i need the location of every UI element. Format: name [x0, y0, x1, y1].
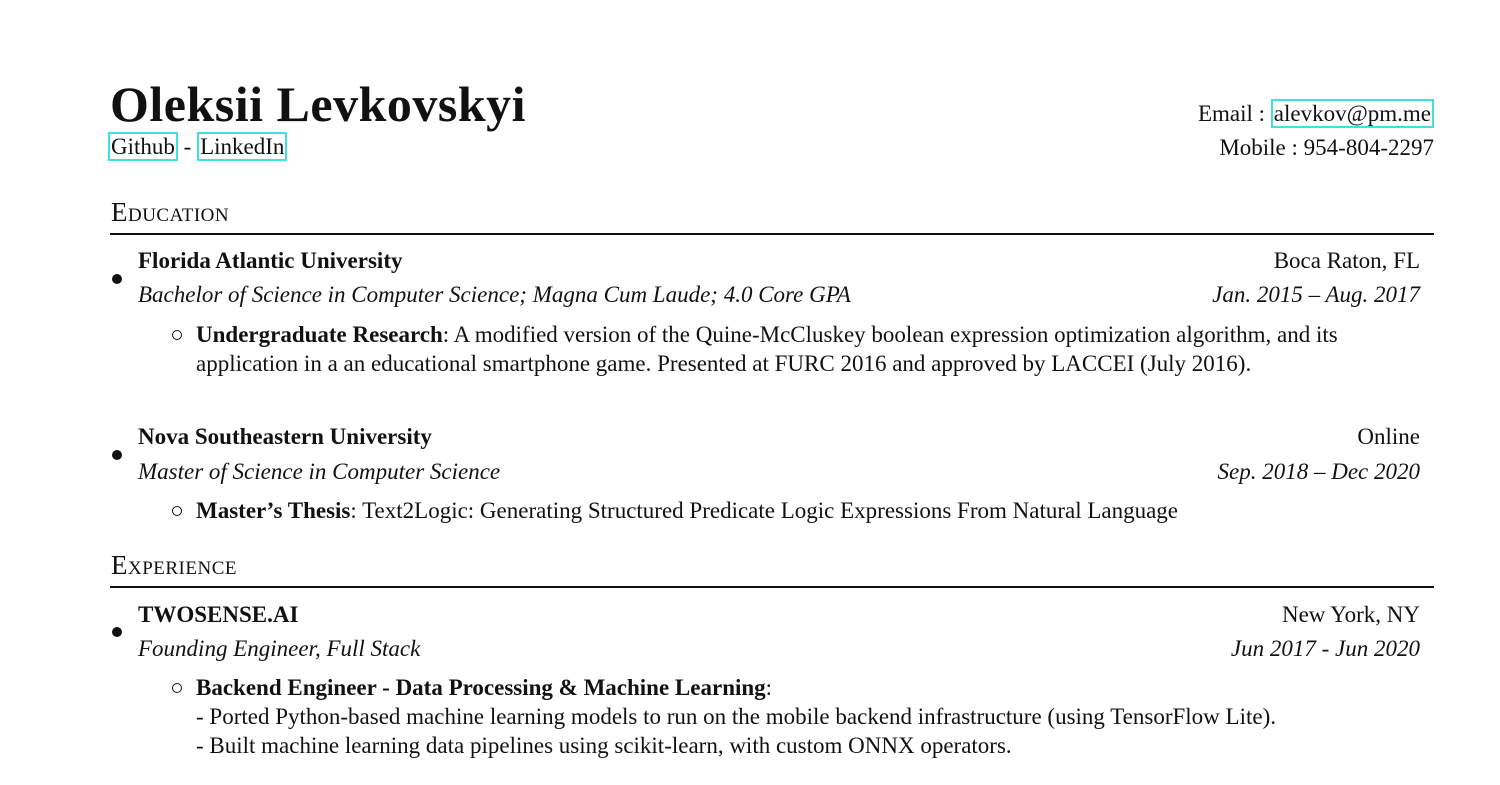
company-location: New York, NY — [1281, 602, 1420, 627]
school-name: Florida Atlantic University — [138, 248, 403, 273]
item-suffix: : — [765, 675, 773, 700]
circle-bullet-icon — [172, 683, 182, 693]
candidate-name: Oleksii Levkovskyi — [110, 76, 527, 132]
company-name: TWOSENSE.AI — [138, 602, 299, 627]
school-name: Nova Southeastern University — [138, 424, 432, 449]
section-divider — [110, 233, 1434, 235]
research-item — [196, 320, 1406, 378]
school-location: Boca Raton, FL — [1273, 248, 1420, 273]
item-line: - Built machine learning data pipelines using scikit-learn, with custom ONNX operators. — [196, 733, 1012, 758]
mobile-row — [1219, 133, 1434, 162]
dates: Jun 2017 - Jun 2020 — [1230, 636, 1420, 661]
item-title: Master’s Thesis — [196, 498, 351, 523]
profile-links — [108, 132, 287, 161]
circle-bullet-icon — [172, 506, 182, 516]
email-row — [1198, 99, 1434, 128]
github-link[interactable]: Github — [108, 132, 178, 161]
experience-item — [196, 673, 1406, 760]
section-title-education: Education — [111, 197, 230, 227]
item-title: Backend Engineer - Data Processing & Machine Learning — [196, 675, 766, 700]
degree: Master of Science in Computer Science — [138, 459, 501, 484]
dates: Jan. 2015 – Aug. 2017 — [1212, 282, 1420, 307]
bullet-icon — [112, 274, 122, 284]
mobile-number: 954-804-2297 — [1303, 135, 1434, 160]
item-text: : A modified version of the Quine-McCluskey boolean expression optimization algorithm, and its application in a an educational smartphone game. Presented at FURC 2016 and approved by LACCEI (July 2016). — [196, 322, 1338, 376]
degree: Bachelor of Science in Computer Science; Magna Cum Laude; 4.0 Core GPA — [138, 282, 851, 307]
circle-bullet-icon — [172, 330, 182, 340]
item-line: - Ported Python-based machine learning models to run on the mobile backend infrastructure (using TensorFlow Lite). — [196, 704, 1276, 729]
item-text: : Text2Logic: Generating Structured Predicate Logic Expressions From Natural Language — [350, 498, 1179, 523]
linkedin-link[interactable]: LinkedIn — [197, 132, 287, 161]
section-divider — [110, 586, 1434, 588]
email-link[interactable]: alevkov@pm.me — [1271, 99, 1434, 128]
dates: Sep. 2018 – Dec 2020 — [1217, 459, 1420, 484]
mobile-label: Mobile : — [1219, 135, 1298, 160]
bullet-icon — [112, 627, 122, 637]
email-label: Email : — [1197, 101, 1266, 126]
school-location: Online — [1357, 424, 1420, 449]
bullet-icon — [112, 450, 122, 460]
thesis-item — [196, 496, 1406, 525]
job-role: Founding Engineer, Full Stack — [138, 636, 421, 661]
link-separator: - — [183, 134, 192, 159]
section-title-experience: Experience — [111, 550, 237, 580]
item-title: Undergraduate Research — [196, 322, 443, 347]
